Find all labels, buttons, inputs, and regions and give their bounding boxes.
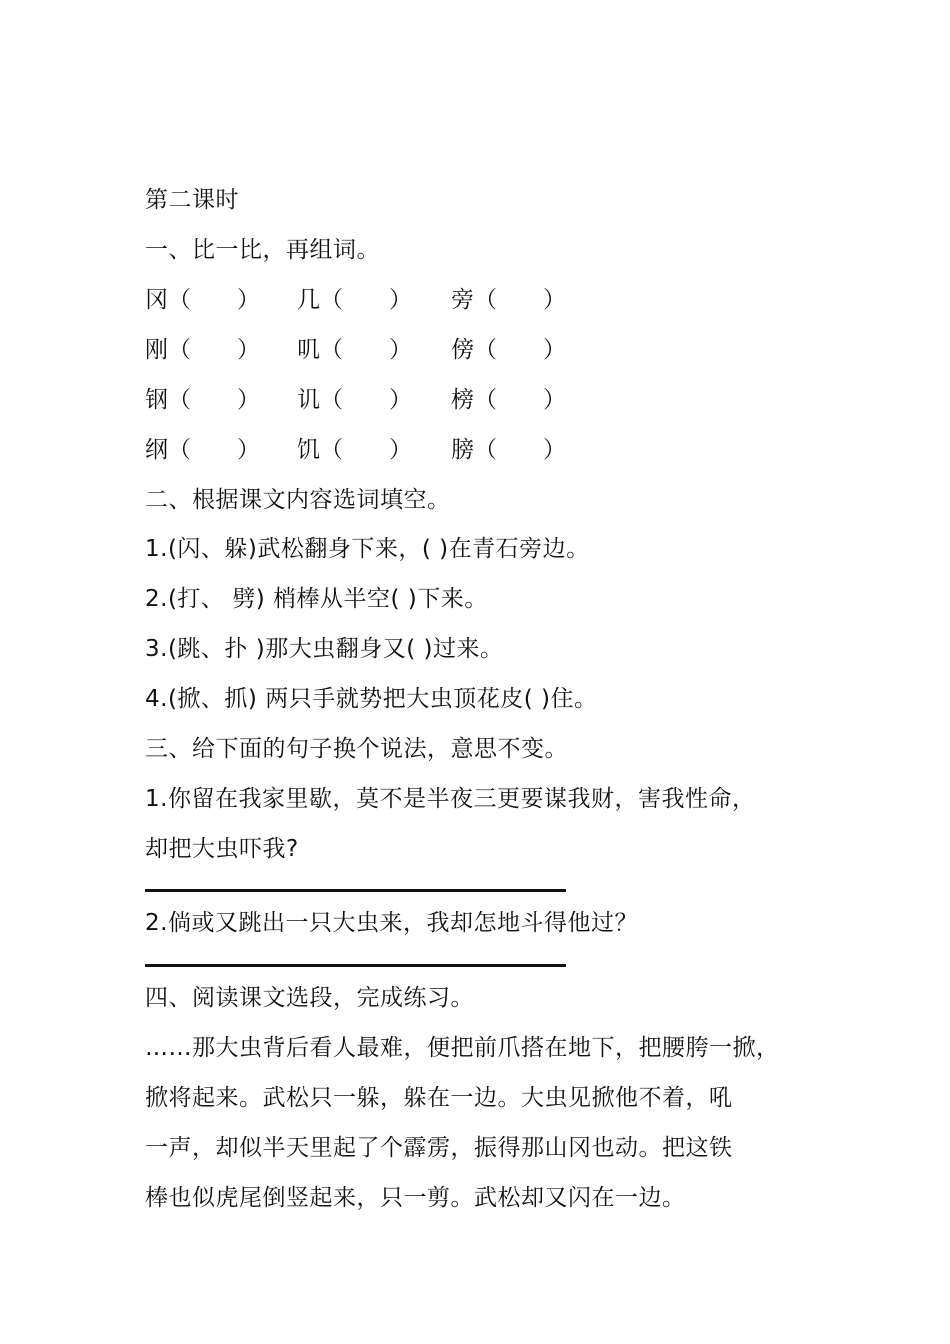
word-pair-cell: 纲（ ） [145,437,260,463]
lesson-title: 第二课时 [145,187,239,213]
word-pair-cell: 膀（ ） [451,437,566,463]
word-pair-cell: 旁（ ） [451,287,566,313]
fill-in-item: 2.(打、 劈) 梢棒从半空( )下来。 [145,586,488,612]
word-row [145,285,585,315]
passage-line: 掀将起来。武松只一躲，躲在一边。大虫见掀他不着，吼 [145,1085,733,1111]
word-pair-cell: 几（ ） [297,287,412,313]
fill-in-item: 3.(跳、扑 )那大虫翻身又( )过来。 [145,636,504,662]
word-pair-cell: 冈（ ） [145,287,260,313]
fill-in-item: 1.(闪、躲)武松翻身下来，( )在青石旁边。 [145,536,590,562]
word-row [145,435,585,465]
word-pair-cell: 饥（ ） [297,437,412,463]
rewrite-item-1-line2: 却把大虫吓我? [145,836,299,862]
fill-in-item: 4.(掀、抓) 两只手就势把大虫顶花皮( )住。 [145,686,598,712]
passage-line: 棒也似虎尾倒竖起来，只一剪。武松却又闪在一边。 [145,1185,686,1211]
word-pair-cell: 叽（ ） [297,337,412,363]
passage-line: ……那大虫背后看人最难，便把前爪搭在地下，把腰胯一掀， [145,1035,780,1061]
word-pair-cell: 榜（ ） [451,387,566,413]
passage-line: 一声，却似半天里起了个霹雳，振得那山冈也动。把这铁 [145,1135,733,1161]
section1-heading: 一、比一比，再组词。 [145,237,380,263]
rewrite-item-1-line1: 1.你留在我家里歇，莫不是半夜三更要谋我财，害我性命， [145,786,756,812]
word-row [145,385,585,415]
section3-heading: 三、给下面的句子换个说法，意思不变。 [145,736,568,762]
section4-heading: 四、阅读课文选段，完成练习。 [145,985,474,1011]
word-pair-cell: 刚（ ） [145,337,260,363]
section2-heading: 二、根据课文内容选词填空。 [145,487,451,513]
answer-line [145,964,566,967]
rewrite-item-2: 2.倘或又跳出一只大虫来，我却怎地斗得他过？ [145,910,638,936]
word-pair-cell: 讥（ ） [297,387,412,413]
word-pair-cell: 傍（ ） [451,337,566,363]
word-pair-cell: 钢（ ） [145,387,260,413]
word-row [145,335,585,365]
answer-line [145,889,566,892]
